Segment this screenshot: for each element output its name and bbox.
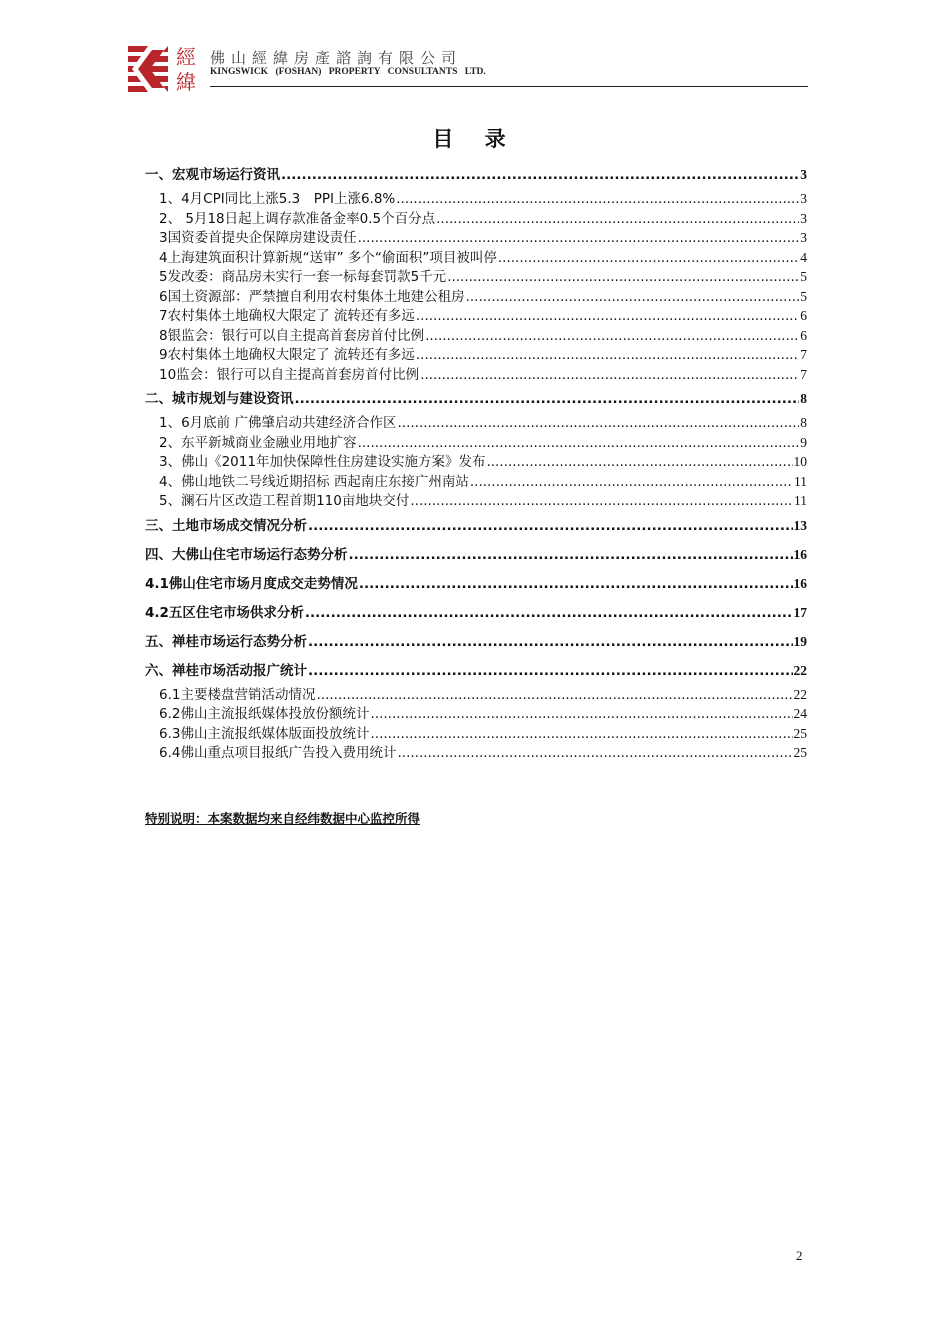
toc-entry-page: 6 bbox=[800, 308, 807, 323]
toc-entry-page: 3 bbox=[800, 191, 807, 206]
toc-entry-label: 8银监会：银行可以自主提高首套房首付比例 bbox=[159, 327, 425, 344]
toc-entry-page: 17 bbox=[793, 604, 807, 620]
toc-leader bbox=[396, 190, 799, 210]
toc-entry[interactable] bbox=[145, 627, 807, 656]
toc-entry-page: 6 bbox=[800, 327, 807, 343]
toc-entry[interactable] bbox=[145, 685, 807, 705]
toc-entry-page: 3 bbox=[800, 167, 807, 182]
toc-entry-page: 25 bbox=[793, 745, 807, 760]
table-of-contents bbox=[145, 160, 807, 763]
toc-entry-label: 4.2五区住宅市场供求分析 bbox=[145, 604, 304, 621]
toc-entry-page: 22 bbox=[793, 662, 807, 678]
toc-entry-page: 24 bbox=[793, 706, 807, 721]
toc-entry-label: 6国土资源部：严禁擅自利用农村集体土地建公租房 bbox=[159, 288, 465, 305]
toc-entry-label: 2、东平新城商业金融业用地扩容 bbox=[159, 434, 357, 451]
toc-entry[interactable] bbox=[145, 326, 807, 346]
toc-entry[interactable] bbox=[145, 306, 807, 326]
toc-entry[interactable] bbox=[145, 569, 807, 598]
toc-entry-page: 8 bbox=[800, 415, 807, 430]
toc-leader bbox=[358, 229, 800, 249]
toc-entry[interactable] bbox=[145, 743, 807, 763]
toc-entry-page: 4 bbox=[800, 249, 807, 265]
toc-entry-label: 1、6月底前 广佛肇启动共建经济合作区 bbox=[159, 415, 397, 431]
toc-entry[interactable] bbox=[145, 345, 807, 365]
toc-entry-page: 5 bbox=[800, 288, 807, 304]
toc-entry-label: 6.1主要楼盘营销活动情况 bbox=[159, 686, 316, 703]
toc-entry-label: 6.2佛山主流报纸媒体投放份额统计 bbox=[159, 706, 370, 722]
toc-entry-label: 六、禅桂市场活动报广统计 bbox=[145, 662, 307, 679]
toc-entry[interactable] bbox=[145, 511, 807, 540]
toc-entry-page: 13 bbox=[793, 517, 807, 533]
toc-entry[interactable] bbox=[145, 413, 807, 433]
toc-entry-page: 3 bbox=[800, 230, 807, 245]
toc-entry[interactable] bbox=[145, 598, 807, 627]
toc-leader bbox=[486, 453, 792, 473]
toc-entry[interactable] bbox=[145, 433, 807, 453]
toc-leader bbox=[466, 288, 800, 308]
toc-entry-page: 16 bbox=[793, 575, 807, 591]
toc-entry[interactable] bbox=[145, 228, 807, 248]
toc-leader bbox=[416, 307, 799, 327]
toc-entry-label: 一、宏观市场运行资讯 bbox=[145, 167, 280, 183]
toc-leader bbox=[349, 541, 793, 570]
toc-entry[interactable] bbox=[145, 209, 807, 229]
toc-entry[interactable] bbox=[145, 472, 807, 492]
toc-entry-label: 4上海建筑面积计算新规“送审” 多个“偷面积”项目被叫停 bbox=[159, 249, 497, 266]
toc-entry-label: 10监会：银行可以自主提高首套房首付比例 bbox=[159, 366, 420, 383]
toc-entry[interactable] bbox=[145, 160, 807, 189]
toc-leader bbox=[308, 657, 793, 686]
toc-leader bbox=[397, 744, 792, 764]
toc-entry-label: 二、城市规划与建设资讯 bbox=[145, 391, 294, 407]
toc-entry-page: 25 bbox=[793, 725, 807, 741]
toc-leader bbox=[359, 570, 793, 599]
toc-leader bbox=[436, 210, 799, 230]
toc-entry-page: 5 bbox=[800, 269, 807, 284]
toc-entry-label: 9农村集体土地确权大限定了 流转还有多远 bbox=[159, 347, 415, 363]
toc-entry[interactable] bbox=[145, 248, 807, 268]
header-rule bbox=[210, 86, 808, 87]
toc-entry-label: 3国资委首提央企保障房建设责任 bbox=[159, 230, 357, 246]
toc-entry-label: 6.4佛山重点项目报纸广告投入费用统计 bbox=[159, 745, 397, 761]
toc-entry[interactable] bbox=[145, 452, 807, 472]
toc-entry-label: 3、佛山《2011年加快保障性住房建设实施方案》发布 bbox=[159, 454, 486, 470]
toc-leader bbox=[308, 628, 793, 657]
toc-leader bbox=[470, 473, 793, 493]
toc-entry-page: 9 bbox=[800, 434, 807, 450]
toc-entry-label: 4、佛山地铁二号线近期招标 西起南庄东接广州南站 bbox=[159, 473, 469, 490]
toc-entry[interactable] bbox=[145, 656, 807, 685]
toc-entry-label: 三、土地市场成交情况分析 bbox=[145, 517, 307, 534]
toc-entry-page: 8 bbox=[800, 391, 807, 406]
toc-leader bbox=[358, 434, 800, 454]
toc-entry-page: 3 bbox=[800, 210, 807, 226]
toc-leader bbox=[308, 512, 793, 541]
svg-text:經: 經 bbox=[176, 45, 196, 69]
toc-entry[interactable] bbox=[145, 365, 807, 385]
toc-title: 目 录 bbox=[432, 127, 518, 151]
toc-entry[interactable] bbox=[145, 704, 807, 724]
toc-entry-page: 11 bbox=[794, 473, 807, 489]
toc-entry-page: 16 bbox=[793, 546, 807, 562]
company-name-en: KINGSWICK (FOSHAN) PROPERTY CONSULTANTS LTD. bbox=[210, 67, 486, 77]
toc-entry-label: 四、大佛山住宅市场运行态势分析 bbox=[145, 546, 348, 563]
toc-leader bbox=[447, 268, 799, 288]
company-logo bbox=[128, 42, 212, 94]
toc-entry[interactable] bbox=[145, 724, 807, 744]
toc-leader bbox=[305, 599, 793, 628]
toc-leader bbox=[420, 366, 799, 386]
company-name-cn: 佛山經緯房產諮詢有限公司 bbox=[210, 49, 463, 67]
page-header bbox=[128, 42, 808, 94]
toc-leader bbox=[410, 492, 793, 512]
toc-entry-label: 7农村集体土地确权大限定了 流转还有多远 bbox=[159, 308, 415, 324]
toc-entry-label: 1、4月CPI同比上涨5.3 PPI上涨6.8% bbox=[159, 191, 396, 207]
toc-entry[interactable] bbox=[145, 384, 807, 413]
toc-entry[interactable] bbox=[145, 491, 807, 511]
toc-entry-label: 5、澜石片区改造工程首期110亩地块交付 bbox=[159, 493, 410, 509]
toc-leader bbox=[425, 327, 799, 347]
toc-entry-label: 2、 5月18日起上调存款准备金率0.5个百分点 bbox=[159, 210, 436, 227]
toc-entry-label: 5发改委：商品房未实行一套一标每套罚款5千元 bbox=[159, 269, 447, 285]
page-number: 2 bbox=[796, 1248, 803, 1263]
toc-leader bbox=[397, 414, 799, 434]
toc-entry-page: 7 bbox=[800, 366, 807, 382]
toc-entry-page: 19 bbox=[793, 633, 807, 649]
toc-entry-label: 4.1佛山住宅市场月度成交走势情况 bbox=[145, 575, 358, 592]
toc-entry[interactable] bbox=[145, 287, 807, 307]
toc-entry-label: 6.3佛山主流报纸媒体版面投放统计 bbox=[159, 725, 370, 742]
toc-entry-page: 11 bbox=[794, 493, 807, 508]
toc-leader bbox=[370, 705, 792, 725]
toc-leader bbox=[281, 161, 799, 190]
toc-entry[interactable] bbox=[145, 189, 807, 209]
toc-entry-page: 10 bbox=[793, 454, 807, 469]
toc-leader bbox=[295, 385, 800, 414]
toc-entry[interactable] bbox=[145, 540, 807, 569]
toc-entry-page: 7 bbox=[800, 347, 807, 362]
special-note: 特别说明：本案数据均来自经纬数据中心监控所得 bbox=[145, 811, 421, 826]
toc-entry[interactable] bbox=[145, 267, 807, 287]
toc-leader bbox=[416, 346, 799, 366]
toc-leader bbox=[316, 686, 792, 706]
toc-entry-label: 五、禅桂市场运行态势分析 bbox=[145, 633, 307, 650]
toc-leader bbox=[498, 249, 799, 269]
toc-entry-page: 22 bbox=[793, 686, 807, 702]
toc-leader bbox=[370, 725, 792, 745]
svg-text:緯: 緯 bbox=[176, 70, 196, 94]
